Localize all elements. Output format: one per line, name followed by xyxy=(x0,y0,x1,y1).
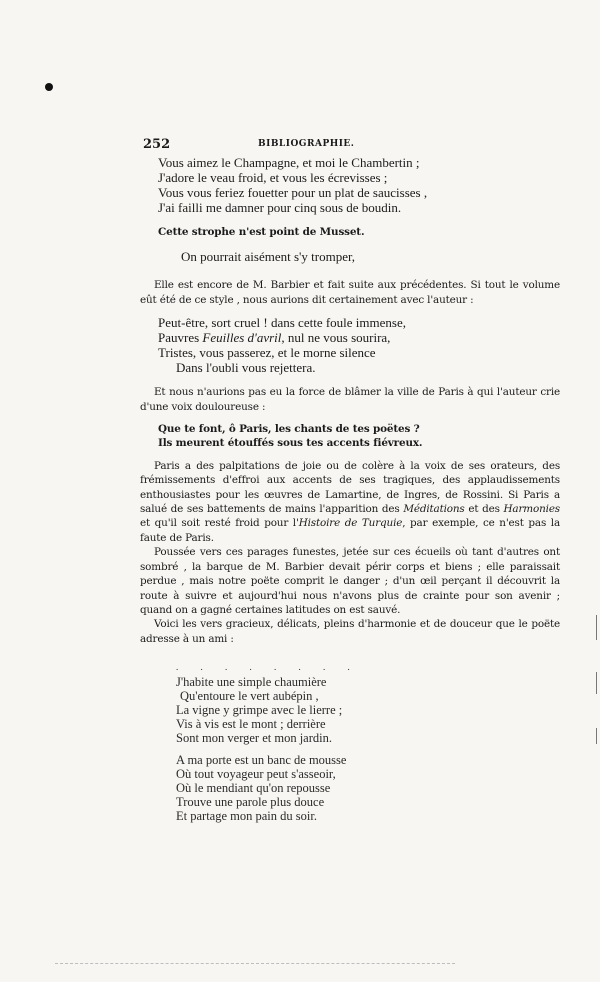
paragraph-paris: Et nous n'aurions pas eu la force de blâmer la ville de Paris à qui l'auteur crie d'une voix douloureuse : xyxy=(140,386,560,413)
verse-line: Tristes, vous passerez, et le morne silence xyxy=(158,345,376,361)
verse-block-2 xyxy=(140,315,560,375)
poem-line: J'habite une simple chaumière xyxy=(176,675,327,690)
margin-rule xyxy=(596,615,597,640)
text-run: et des xyxy=(464,503,504,516)
work-title: Harmonies xyxy=(503,503,560,516)
verse-tromper: On pourrait aisément s'y tromper, xyxy=(181,249,356,265)
verse-line: J'adore le veau froid, et vous les écrevisses ; xyxy=(158,170,388,185)
verse-line: Ils meurent étouffés sous tes accents fiévreux. xyxy=(158,437,423,450)
paragraph-palpitations xyxy=(140,459,560,545)
ink-dot xyxy=(45,83,53,91)
poem-line: Qu'entoure le vert aubépin , xyxy=(180,689,319,704)
bottom-scan-rule xyxy=(55,963,455,964)
verse-line: Que te font, ô Paris, les chants de tes poëtes ? xyxy=(158,423,420,436)
book-title: Feuilles d'avril xyxy=(202,330,282,346)
page-content xyxy=(140,137,560,823)
running-title: BIBLIOGRAPHIE. xyxy=(258,139,355,149)
poem xyxy=(140,660,560,823)
text-run: , par exemple, ce n'est pas la faute de Paris. xyxy=(140,517,560,544)
margin-rule xyxy=(596,672,597,694)
verse-line: Vous vous feriez fouetter pour un plat de saucisses , xyxy=(158,185,428,200)
page-header xyxy=(140,137,560,155)
paragraph-voici: Voici les vers gracieux, délicats, pleins d'harmonie et de douceur que le poëte adresse à un ami : xyxy=(140,618,560,645)
verse-line: Peut-être, sort cruel ! dans cette foule immense, xyxy=(158,315,406,331)
paragraph-barbier: Elle est encore de M. Barbier et fait suite aux précédentes. Si tout le volume eût été de ce style , nous aurions dit certainement avec l'auteur : xyxy=(140,279,560,306)
text-run: et qu'il soit resté froid pour l' xyxy=(140,517,299,530)
verse-text: , nul ne vous sourira, xyxy=(281,330,391,346)
paragraph-poussee: Poussée vers ces parages funestes, jetée sur ces écueils où tant d'autres ont sombré , la barque de M. Barbier devait périr corps et biens ; elle paraissait perdue , mais notre poëte comprit le danger ; d'un œil perçant il découvrit la route à suivre et aujourd'hui nous n'avons plus de crainte pour son avenir ; quand on a gagné certaines latitudes on est sauvé. xyxy=(140,546,560,616)
poem-line: Vis à vis est le mont ; derrière xyxy=(176,717,326,732)
poem-line: Et partage mon pain du soir. xyxy=(176,809,317,824)
poem-line: Où le mendiant qu'on repousse xyxy=(176,781,331,796)
poem-line: Où tout voyageur peut s'asseoir, xyxy=(176,767,336,782)
verse-line: Vous aimez le Champagne, et moi le Chambertin ; xyxy=(158,155,420,170)
ellipsis-row: . . . . . . . . xyxy=(176,662,360,673)
work-title: Histoire de Turquie xyxy=(298,517,403,530)
poem-line: Sont mon verger et mon jardin. xyxy=(176,731,332,746)
poem-line: A ma porte est un banc de mousse xyxy=(176,753,347,768)
page-number: 252 xyxy=(143,137,171,152)
text-run: Paris a des palpitations de joie ou de colère à la voix de ses orateurs, des frémissements d'effroi aux accents de ses tragiques, des applaudissements enthousiastes pour les œuvres de Lamartine, de Ingres, de Rossini. Si Paris a salué de ses battements de mains l'apparition des xyxy=(140,459,560,516)
paragraph-strophe: Cette strophe n'est point de Musset. xyxy=(158,226,365,238)
verse-block-3 xyxy=(140,422,560,451)
margin-rule xyxy=(596,728,597,744)
verse-line xyxy=(158,330,560,345)
work-title: Méditations xyxy=(403,503,465,516)
verse-text: Pauvres xyxy=(158,330,203,346)
poem-line: Trouve une parole plus douce xyxy=(176,795,325,810)
verse-line: J'ai failli me damner pour cinq sous de boudin. xyxy=(158,200,402,215)
poem-line: La vigne y grimpe avec le lierre ; xyxy=(176,703,343,718)
verse-block-1 xyxy=(140,155,560,215)
verse-line: Dans l'oubli vous rejettera. xyxy=(176,360,316,376)
